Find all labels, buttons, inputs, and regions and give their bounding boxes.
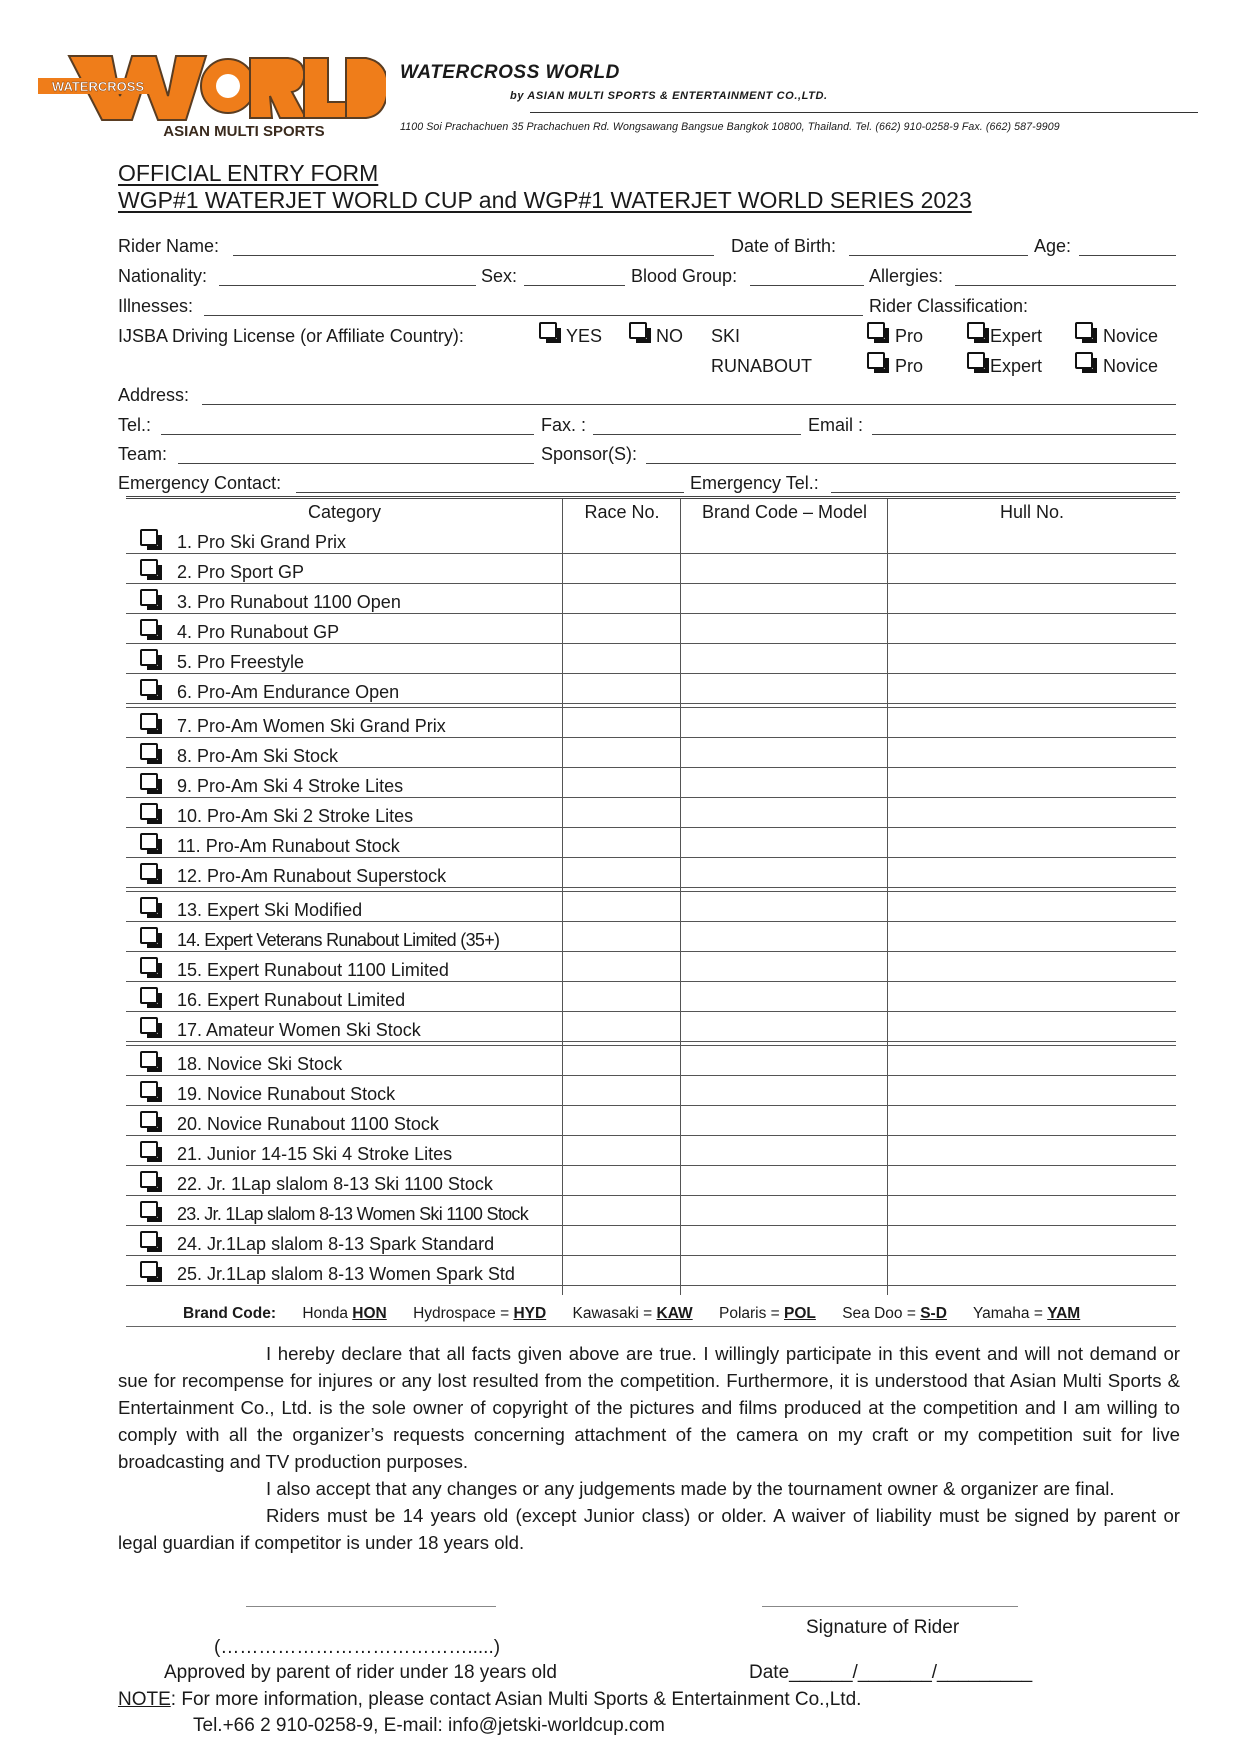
table-row [126, 524, 1176, 554]
tel-field[interactable] [161, 434, 534, 435]
table-row [126, 1166, 1176, 1196]
header-rule [530, 112, 1198, 113]
category-label: 20. Novice Runabout 1100 Stock [177, 1114, 439, 1134]
rider-signature-line[interactable] [762, 1606, 1018, 1607]
emergency-tel-label: Emergency Tel.: [690, 473, 819, 493]
ski-novice-checkbox[interactable] [1075, 322, 1093, 339]
header-brand-model: Brand Code – Model [701, 502, 868, 522]
category-checkbox[interactable] [140, 927, 158, 944]
dob-label: Date of Birth: [731, 236, 837, 256]
nationality-field[interactable] [219, 285, 476, 286]
license-yes-label: YES [566, 326, 603, 346]
category-label: 12. Pro-Am Runabout Superstock [177, 866, 447, 886]
brand-kawasaki: Kawasaki = KAW [572, 1305, 693, 1322]
table-row [126, 1076, 1176, 1106]
category-label: 6. Pro-Am Endurance Open [177, 682, 400, 702]
age-field[interactable] [1079, 255, 1176, 256]
category-checkbox[interactable] [140, 743, 158, 760]
category-label: 14. Expert Veterans Runabout Limited (35+) [177, 930, 500, 950]
note-text: : For more information, please contact Asian Multi Sports & Entertainment Co.,Ltd. [170, 1689, 862, 1710]
license-no-checkbox[interactable] [629, 322, 647, 339]
table-row [126, 1046, 1176, 1076]
category-checkbox[interactable] [140, 529, 158, 546]
signature-of-rider-label: Signature of Rider [806, 1617, 960, 1638]
brand-honda: Honda HON [302, 1305, 387, 1322]
runabout-novice-label: Novice [1103, 356, 1159, 376]
organizer-name: WATERCROSS WORLD [400, 62, 620, 83]
team-label: Team: [118, 444, 168, 464]
category-label: 24. Jr.1Lap slalom 8-13 Spark Standard [177, 1234, 495, 1254]
declaration-paragraph-3: Riders must be 14 years old (except Junior class) or older. A waiver of liability must be signed by parent or legal guardian if competitor is under 18 years old. [118, 1505, 1180, 1553]
category-label: 1. Pro Ski Grand Prix [177, 532, 347, 552]
category-label: 16. Expert Runabout Limited [177, 990, 406, 1010]
category-label: 10. Pro-Am Ski 2 Stroke Lites [177, 806, 414, 826]
runabout-expert-label: Expert [990, 356, 1043, 376]
dob-field[interactable] [849, 255, 1028, 256]
category-checkbox[interactable] [140, 1141, 158, 1158]
category-checkbox[interactable] [140, 649, 158, 666]
row-rule [126, 1041, 1176, 1042]
category-checkbox[interactable] [140, 987, 158, 1004]
table-row [126, 708, 1176, 738]
category-checkbox[interactable] [140, 589, 158, 606]
table-row [126, 768, 1176, 798]
runabout-novice-checkbox[interactable] [1075, 352, 1093, 369]
table-row [126, 1226, 1176, 1256]
illnesses-field[interactable] [204, 315, 863, 316]
category-label: 4. Pro Runabout GP [177, 622, 340, 642]
row-rule [126, 1285, 1176, 1286]
category-label: 17. Amateur Women Ski Stock [177, 1020, 421, 1040]
row-rule [126, 703, 1176, 704]
category-label: 19. Novice Runabout Stock [177, 1084, 396, 1104]
table-row [126, 982, 1176, 1012]
note-label: NOTE [118, 1689, 171, 1710]
parent-name-placeholder: (………………………………….....) [214, 1637, 501, 1658]
parent-signature-line[interactable] [246, 1606, 496, 1607]
header-race-no: Race No. [584, 502, 660, 522]
category-checkbox[interactable] [140, 1231, 158, 1248]
runabout-label: RUNABOUT [711, 356, 813, 376]
category-label: 18. Novice Ski Stock [177, 1054, 343, 1074]
table-row [126, 738, 1176, 768]
blood-group-field[interactable] [750, 285, 864, 286]
table-row [126, 614, 1176, 644]
runabout-pro-label: Pro [895, 356, 924, 376]
category-checkbox[interactable] [140, 803, 158, 820]
table-row [126, 1012, 1176, 1042]
category-label: 3. Pro Runabout 1100 Open [177, 592, 401, 612]
logo-subtitle: ASIAN MULTI SPORTS [163, 123, 325, 138]
logo-badge: WATERCROSS [51, 79, 145, 94]
license-yes-checkbox[interactable] [539, 322, 557, 339]
table-row [126, 644, 1176, 674]
table-row [126, 892, 1176, 922]
title-line-2: WGP#1 WATERJET WORLD CUP and WGP#1 WATERJET WORLD SERIES 2023 [118, 187, 972, 213]
emergency-contact-field[interactable] [296, 492, 684, 493]
row-rule [126, 887, 1176, 888]
category-label: 5. Pro Freestyle [177, 652, 305, 672]
runabout-pro-checkbox[interactable] [867, 352, 885, 369]
organizer-company: by ASIAN MULTI SPORTS & ENTERTAINMENT CO.,LTD. [510, 90, 828, 102]
brand-sea-doo: Sea Doo = S-D [842, 1305, 947, 1322]
table-row [126, 584, 1176, 614]
ski-pro-checkbox[interactable] [867, 322, 885, 339]
brand-hydrospace: Hydrospace = HYD [413, 1305, 547, 1322]
ski-pro-label: Pro [895, 326, 924, 346]
fax-label: Fax. : [541, 415, 587, 435]
declaration [118, 1340, 1180, 1556]
sex-field[interactable] [524, 285, 625, 286]
allergies-field[interactable] [955, 285, 1176, 286]
nationality-label: Nationality: [118, 266, 208, 286]
rider-classification-label: Rider Classification: [869, 296, 1029, 316]
category-label: 23. Jr. 1Lap slalom 8-13 Women Ski 1100 Stock [177, 1204, 529, 1224]
category-checkbox[interactable] [140, 713, 158, 730]
category-checkbox[interactable] [140, 1201, 158, 1218]
emergency-tel-field[interactable] [831, 492, 1180, 493]
category-label: 22. Jr. 1Lap slalom 8-13 Ski 1100 Stock [177, 1174, 493, 1194]
category-checkbox[interactable] [140, 679, 158, 696]
table-row [126, 674, 1176, 704]
table-row [126, 1196, 1176, 1226]
brand-code-legend [183, 1305, 1102, 1323]
category-checkbox[interactable] [140, 619, 158, 636]
ski-novice-label: Novice [1103, 326, 1159, 346]
category-label: 13. Expert Ski Modified [177, 900, 363, 920]
category-checkbox[interactable] [140, 1017, 158, 1034]
team-field[interactable] [178, 463, 534, 464]
brand-yamaha: Yamaha = YAM [972, 1305, 1081, 1322]
sponsor-label: Sponsor(S): [541, 444, 638, 464]
table-row [126, 1136, 1176, 1166]
table-row [126, 922, 1176, 952]
license-label: IJSBA Driving License (or Affiliate Country): [118, 326, 464, 346]
watercross-world-logo [36, 46, 386, 138]
ski-label: SKI [711, 326, 741, 346]
tel-label: Tel.: [118, 415, 152, 435]
category-checkbox[interactable] [140, 773, 158, 790]
category-checkbox[interactable] [140, 897, 158, 914]
category-label: 21. Junior 14-15 Ski 4 Stroke Lites [177, 1144, 453, 1164]
header-hull-no: Hull No. [999, 502, 1065, 522]
email-label: Email : [808, 415, 864, 435]
contact-info: Tel.+66 2 910-0258-9, E-mail: info@jetski-worldcup.com [193, 1715, 665, 1736]
sex-label: Sex: [481, 266, 518, 286]
fax-field[interactable] [593, 434, 801, 435]
table-row [126, 1256, 1176, 1286]
table-row [126, 554, 1176, 584]
category-checkbox[interactable] [140, 957, 158, 974]
date-field[interactable]: Date______/_______/_________ [749, 1662, 1033, 1683]
category-checkbox[interactable] [140, 1261, 158, 1278]
declaration-paragraph-2: I also accept that any changes or any judgements made by the tournament owner & organizer are final. [266, 1478, 1115, 1499]
category-checkbox[interactable] [140, 1051, 158, 1068]
category-label: 15. Expert Runabout 1100 Limited [177, 960, 449, 980]
table-row [126, 828, 1176, 858]
category-checkbox[interactable] [140, 1171, 158, 1188]
table-row [126, 798, 1176, 828]
category-checkbox[interactable] [140, 863, 158, 880]
table-row [126, 858, 1176, 888]
category-checkbox[interactable] [140, 833, 158, 850]
license-no-label: NO [656, 326, 683, 346]
table-top-rule [126, 496, 1176, 499]
category-label: 11. Pro-Am Runabout Stock [177, 836, 400, 856]
category-label: 8. Pro-Am Ski Stock [177, 746, 339, 766]
address-label: Address: [118, 385, 190, 405]
brand-code-label: Brand Code: [183, 1305, 276, 1322]
rider-name-label: Rider Name: [118, 236, 220, 256]
allergies-label: Allergies: [869, 266, 944, 286]
category-label: 25. Jr.1Lap slalom 8-13 Women Spark Std [177, 1264, 515, 1284]
brand-polaris: Polaris = POL [718, 1305, 816, 1322]
approved-by-parent-label: Approved by parent of rider under 18 years old [164, 1662, 557, 1683]
organizer-block [400, 62, 1200, 102]
runabout-expert-checkbox[interactable] [967, 352, 985, 369]
brand-rule [126, 1326, 1176, 1327]
email-field[interactable] [872, 434, 1176, 435]
note [118, 1689, 861, 1711]
rider-name-field[interactable] [233, 255, 714, 256]
category-checkbox[interactable] [140, 1111, 158, 1128]
category-label: 9. Pro-Am Ski 4 Stroke Lites [177, 776, 404, 796]
category-checkbox[interactable] [140, 559, 158, 576]
ski-expert-label: Expert [990, 326, 1043, 346]
organizer-address: 1100 Soi Prachachuen 35 Prachachuen Rd. Wongsawang Bangsue Bangkok 10800, Thailand. Tel. (662) 910-0258-9 Fax. (662) 587-9909 [400, 121, 1060, 133]
age-label: Age: [1034, 236, 1072, 256]
address-field[interactable] [202, 404, 1176, 405]
table-row [126, 1106, 1176, 1136]
emergency-contact-label: Emergency Contact: [118, 473, 282, 493]
form-title [118, 160, 972, 214]
category-label: 2. Pro Sport GP [177, 562, 305, 582]
category-label: 7. Pro-Am Women Ski Grand Prix [177, 716, 446, 736]
sponsor-field[interactable] [646, 463, 1176, 464]
blood-group-label: Blood Group: [631, 266, 738, 286]
ski-expert-checkbox[interactable] [967, 322, 985, 339]
title-line-1: OFFICIAL ENTRY FORM [118, 160, 379, 186]
declaration-paragraph-1: I hereby declare that all facts given above are true. I willingly participate in this event and will not demand or sue for recompense for injures or any lost resulted from the competition. Furthermore, it is understood that Asian Multi Sports & Entertainment Co., Ltd. is the sole owner of copyright of the pictures and films produced at the competition and I am willing to comply with all the organizer’s requests concerning attachment of the camera on my craft or my competition suit for live broadcasting and TV production purposes. [118, 1343, 1180, 1472]
illnesses-label: Illnesses: [118, 296, 194, 316]
header-category: Category [307, 502, 382, 522]
table-row [126, 952, 1176, 982]
category-checkbox[interactable] [140, 1081, 158, 1098]
